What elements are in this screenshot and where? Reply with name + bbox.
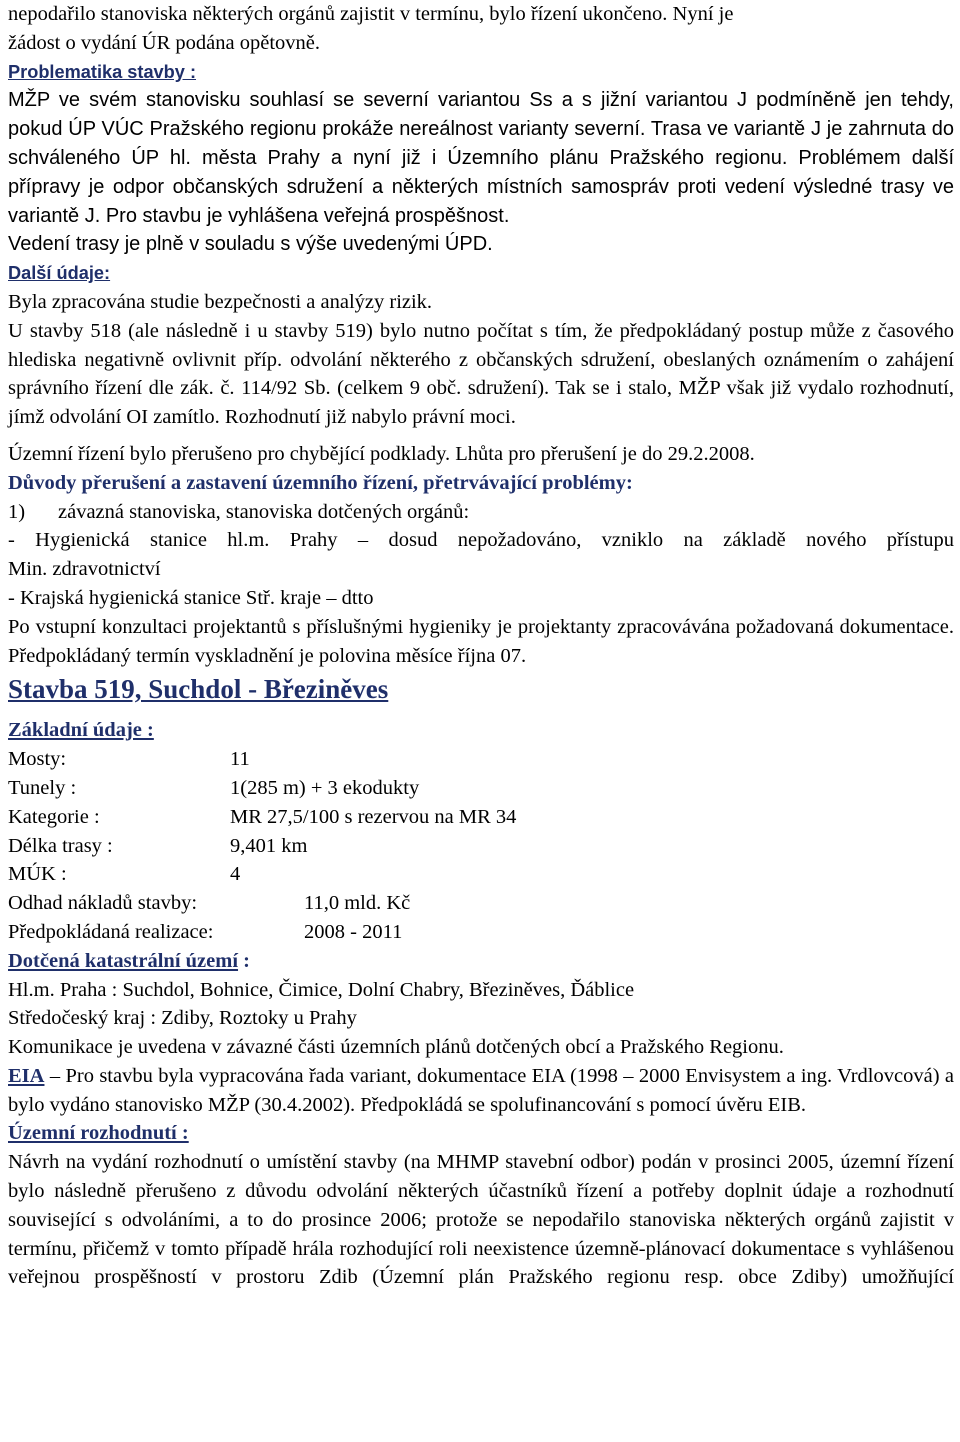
preruseni-text: Územní řízení bylo přerušeno pro chybějící podklady. Lhůta pro přerušení je do 29.2.2008. xyxy=(8,442,755,465)
problematika-heading: Problematika stavby : xyxy=(8,61,197,82)
problematika-text: MŽP ve svém stanovisku souhlasí se severní variantou Ss a s jižní variantou J podmíněně jen tehdy, pokud ÚP VÚC Pražského regionu prokáže nereálnost varianty severní. Trasa ve variantě J je zahrnuta do schváleného ÚP hl. města Prahy a nyní již i Územního plánu Pražského regionu. Problémem další přípravy je odpor občanských sdružení a některých místních samospráv proti vedení výsledné trasy ve variantě J. Pro stavbu je vyhlášena veřejná prospěšnost. xyxy=(8,89,954,227)
row-label: Tunely : xyxy=(8,776,77,799)
row-value: 2008 - 2011 xyxy=(304,920,403,943)
vstupni-konzultace: Po vstupní konzultaci projektantů s příslušnými hygieniky je projektanty zpracovávána požadovaná dokumentace. Předpokládaný termín vyskladnění je polovina měsíce října 07. xyxy=(8,615,954,667)
vedeni-text: Vedení trasy je plně v souladu s výše uvedenými ÚPD. xyxy=(8,233,493,256)
data-row-mosty xyxy=(8,745,954,774)
row-label: Délka trasy : xyxy=(8,834,113,857)
item-1 xyxy=(8,498,954,527)
katastr-colon: : xyxy=(238,949,250,972)
row-value: 11 xyxy=(230,748,250,771)
row-label: Mosty: xyxy=(8,748,67,771)
row-value: 9,401 km xyxy=(230,834,308,857)
eia-text: – Pro stavbu byla vypracována řada variant, dokumentace EIA (1998 – 2000 Envisystem a ing. Vrdlovcová) a bylo vydáno stanovisko MŽP (30.4.2002). Předpokládá se spolufinancování s pomocí úvěru EIB. xyxy=(8,1064,954,1116)
uzemni-rozhodnuti-text: Návrh na vydání rozhodnutí o umístění stavby (na MHMP stavební odbor) podán v prosinci 2005, územní řízení bylo následně přerušeno z důvodu odvolání některých účastníků řízení a potřeby doplnit údaje a rozhodnutí související s odvoláními, a to do prosince 2006; protože se nepodařilo stanoviska některých orgánů zajistit v termínu, přičemž v tomto případě hrála rozhodující roli neexistence územně-plánovací dokumentace s vyhlášenou veřejnou prospěšností v prostoru Zdib (Územní plán Pražského regionu resp. obce Zdiby) umožňující xyxy=(8,1151,954,1289)
dalsi-text-2: U stavby 518 (ale následně i u stavby 519) bylo nutno počítat s tím, že předpokládaný postup může z časového hlediska negativně ovlivnit příp. odvolání některého z občanských sdružení, obeslaných oznámením o zahájení správního řízení dle zák. č. 114/92 Sb. (celkem 9 obč. sdružení). Tak se i stalo, MŽP však již vydalo rozhodnutí, jímž odvolání OI zamítlo. Rozhodnutí již nabylo právní moci. xyxy=(8,319,954,429)
row-value: 4 xyxy=(230,863,241,886)
praha-katastr: Hl.m. Praha : Suchdol, Bohnice, Čimice, Dolní Chabry, Březiněves, Ďáblice xyxy=(8,978,635,1001)
stredocesky-katastr: Středočeský kraj : Zdiby, Roztoky u Prahy xyxy=(8,1007,357,1030)
dalsi-heading: Další údaje: xyxy=(8,263,111,284)
row-value: MR 27,5/100 s rezervou na MR 34 xyxy=(230,805,517,828)
row-label: Předpokládaná realizace: xyxy=(8,920,214,943)
intro-line-1: nepodařilo stanoviska některých orgánů zajistit v termínu, bylo řízení ukončeno. Nyní je xyxy=(8,3,734,25)
data-row-realizace xyxy=(8,918,954,947)
data-row-delka xyxy=(8,832,954,861)
data-row-kategorie xyxy=(8,803,954,832)
hygienicka-line-2: Min. zdravotnictví xyxy=(8,558,161,581)
item-1-number: 1) xyxy=(8,500,26,523)
katastr-heading: Dotčená katastrální území xyxy=(8,949,239,972)
row-value: 1(285 m) + 3 ekodukty xyxy=(230,776,420,799)
row-label: Odhad nákladů stavby: xyxy=(8,892,198,915)
data-row-odhad xyxy=(8,889,954,918)
data-row-muk xyxy=(8,860,954,889)
item-1-text: závazná stanoviska, stanoviska dotčených orgánů: xyxy=(58,500,470,523)
komunikace-text: Komunikace je uvedena v závazné části územních plánů dotčených obcí a Pražského Regionu. xyxy=(8,1036,784,1059)
intro-line-2: žádost o vydání ÚR podána opětovně. xyxy=(8,31,320,54)
row-label: Kategorie : xyxy=(8,805,100,828)
zakladni-udaje-heading: Základní údaje : xyxy=(8,719,154,742)
eia-label: EIA xyxy=(8,1064,45,1087)
row-value: 11,0 mld. Kč xyxy=(304,892,411,915)
eia-paragraph xyxy=(8,1062,954,1120)
uzemni-rozhodnuti-heading: Územní rozhodnutí : xyxy=(8,1122,189,1145)
row-label: MÚK : xyxy=(8,863,67,886)
dalsi-text-1: Byla zpracována studie bezpečnosti a analýzy rizik. xyxy=(8,290,433,313)
stavba-519-title: Stavba 519, Suchdol - Březiněves xyxy=(8,674,389,705)
data-row-tunely xyxy=(8,774,954,803)
krajska-hygienicka: - Krajská hygienická stanice Stř. kraje – dtto xyxy=(8,586,374,609)
katastr-heading-line xyxy=(8,947,954,976)
document-page xyxy=(8,0,954,1292)
duvody-heading: Důvody přerušení a zastavení územního řízení, přetrvávající problémy: xyxy=(8,471,633,494)
hygienicka-line-1: - Hygienická stanice hl.m. Prahy – dosud nepožadováno, vzniklo na základě nového přístupu xyxy=(8,529,954,552)
